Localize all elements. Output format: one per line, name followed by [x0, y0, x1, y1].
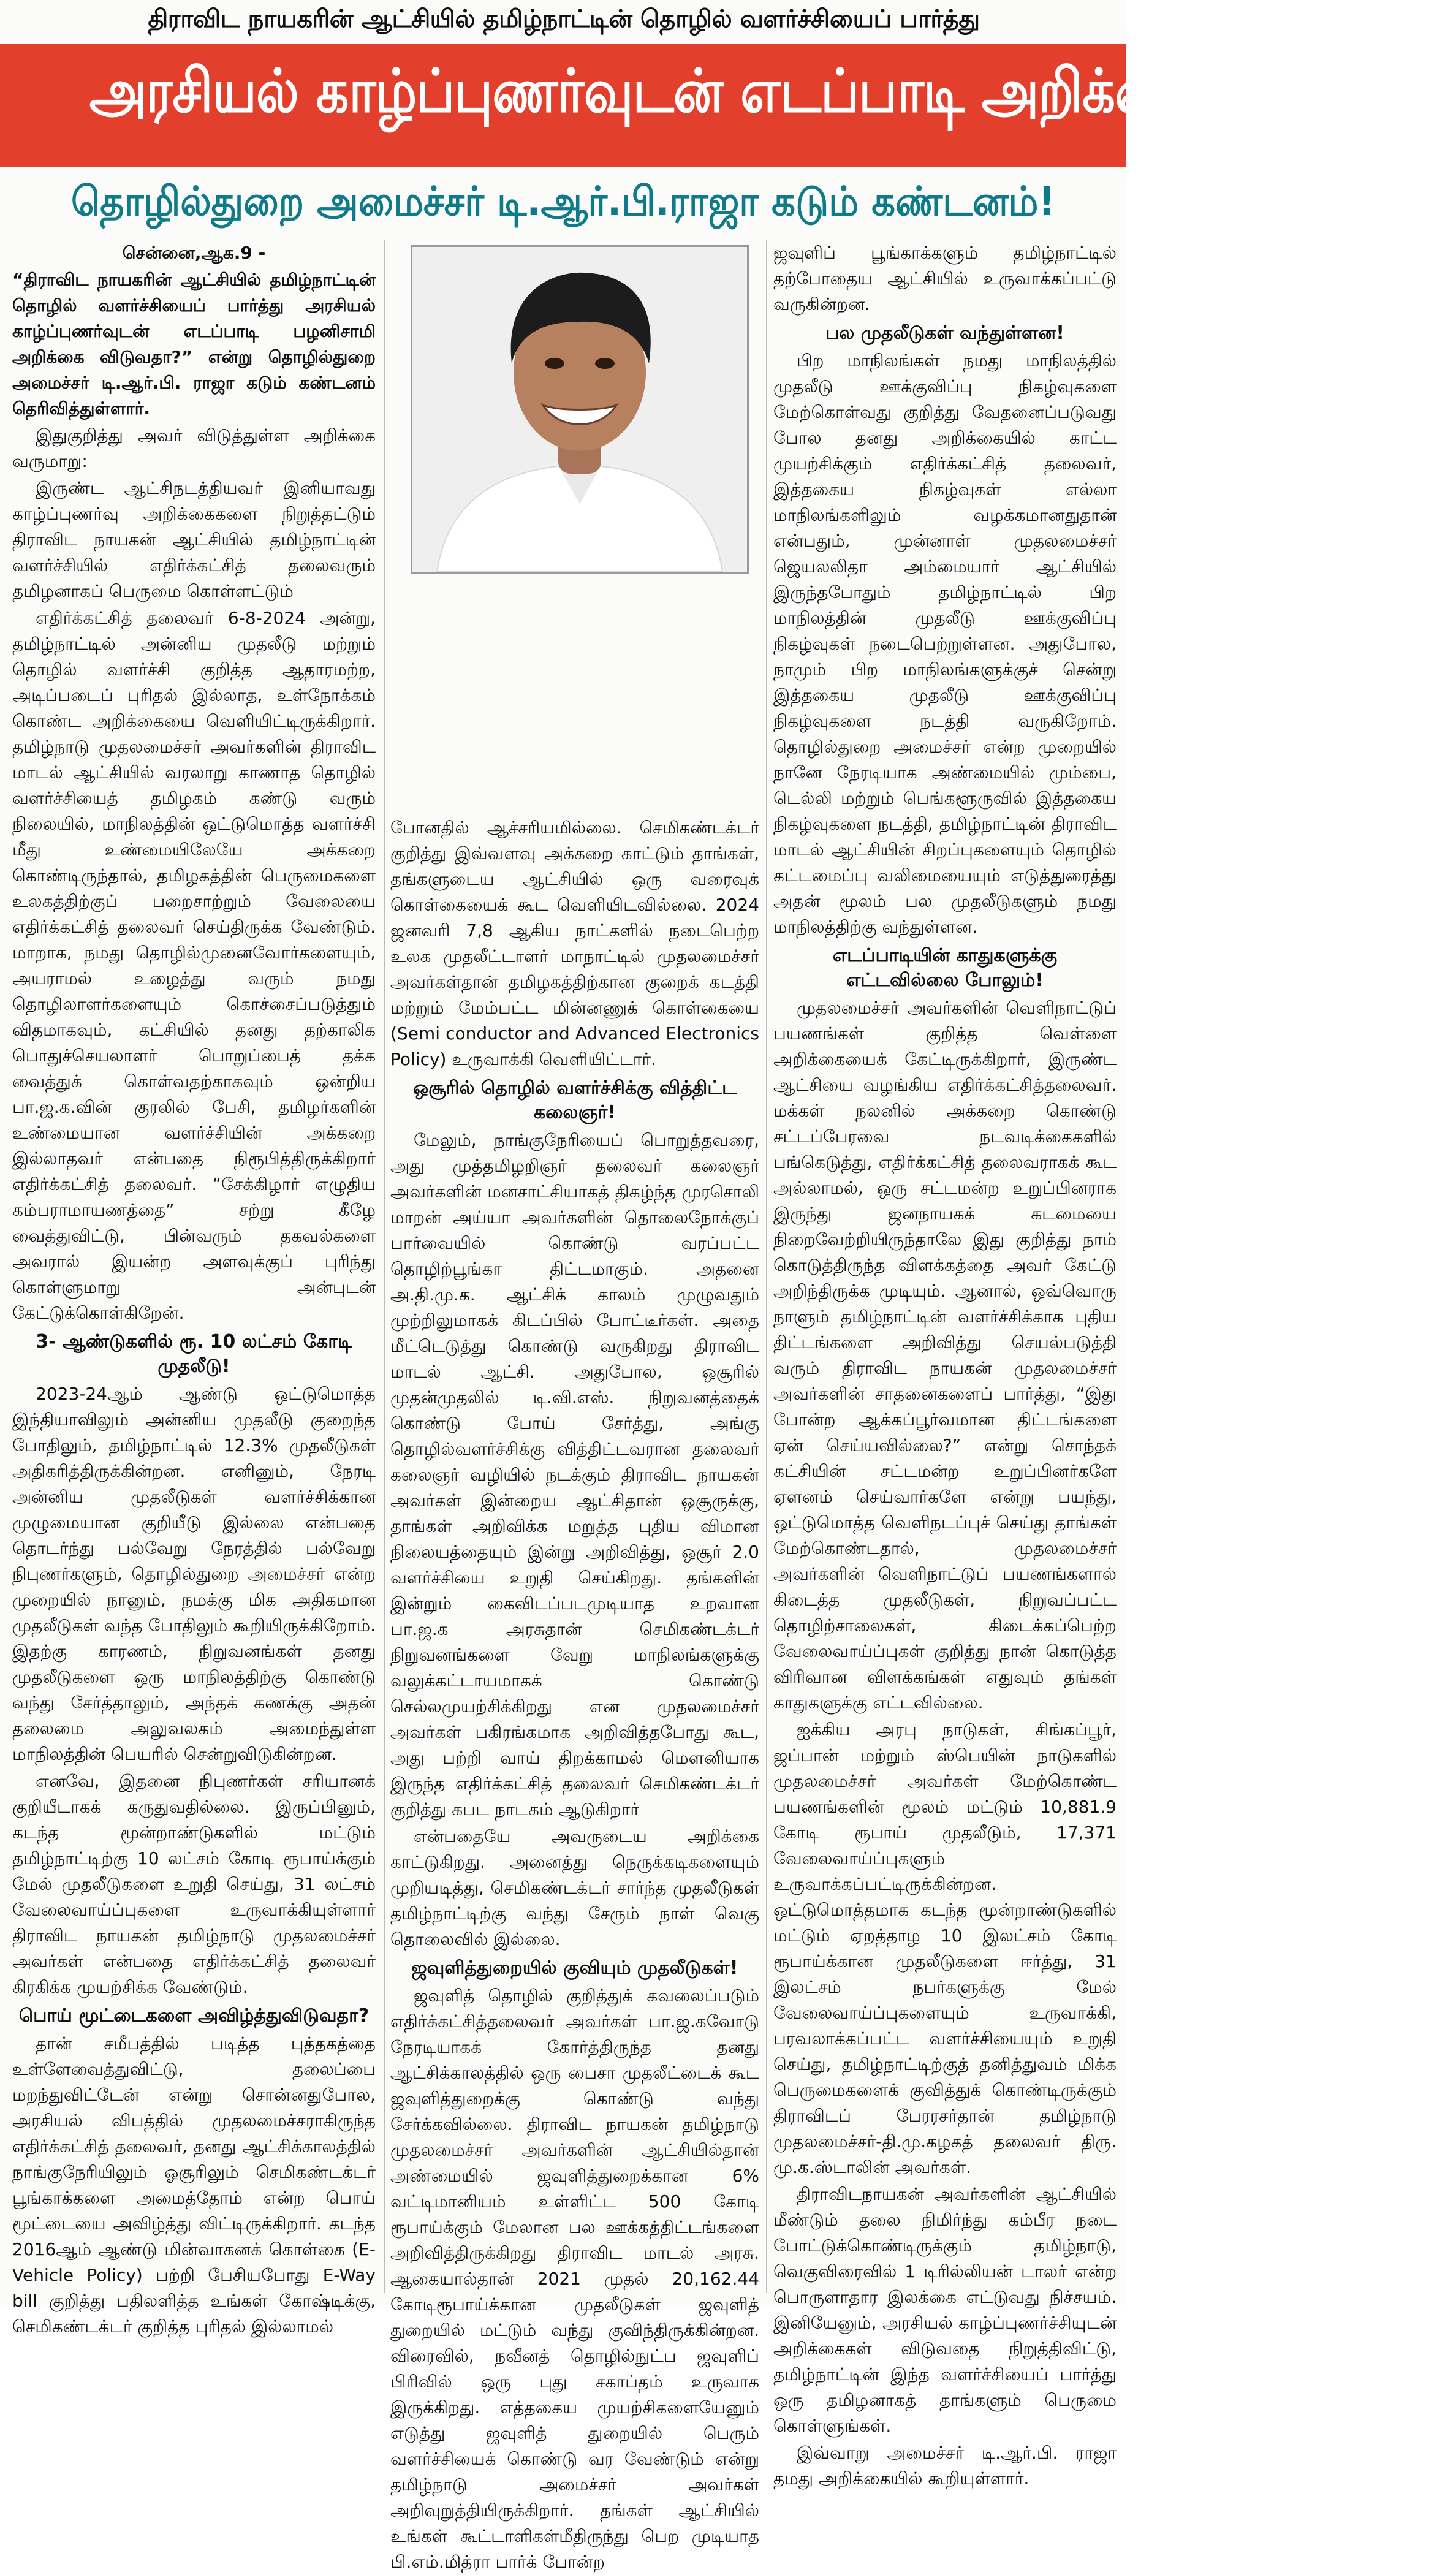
section-heading: ஜவுளித்துறையில் குவியும் முதலீடுகள்! [411, 1957, 738, 1979]
body-paragraph: முதலமைச்சர் அவர்களின் வெளிநாட்டுப் பயணங்கள் குறித்த வெள்ளை அறிக்கையைக் கேட்டிருக்கிறார், இருண்ட ஆட்சியை வழங்கிய எதிர்க்கட்சித்தலைவர். மக்கள் நலனில் அக்கறை கொண்டு சட்டப்பேரவை நடவடிக்கைகளில் பங்கெடுத்து, எதிர்க்கட்சித் தலைவராகக் கூட அல்லாமல், ஒரு சட்டமன்ற உறுப்பினராக இருந்து ஜனநாயகக் கடமையை நிறைவேற்றியிருந்தாலே இது குறித்து நாம் கொடுத்திருந்த விளக்கத்தை அவர் கேட்டு அறிந்திருக்க முடியும். ஆனால், ஒவ்வொரு நாளும் தமிழ்நாட்டின் வளர்ச்சிக்காக புதிய திட்டங்களை அறிவித்து செயல்படுத்தி வரும் திராவிட நாயகன் முதலமைச்சர் அவர்களின் சாதனைகளைப் பார்த்து, “இது போன்ற ஆக்கப்பூர்வமான திட்டங்களை ஏன் செய்யவில்லை?” என்று சொந்தக் கட்சியின் சட்டமன்ற உறுப்பினர்களே ஏளனம் செய்வார்களே என்று பயந்து, ஒட்டுமொத்த வெளிநடப்புச் செய்து தாங்கள் மேற்கொண்டதால், முதலமைச்சர் அவர்களின் வெளிநாட்டுப் பயணங்களால் கிடைத்த முதலீடுகள், நிறுவப்பட்ட தொழிற்சாலைகள், கிடைக்கப்பெற்ற வேலைவாய்ப்புகள் குறித்து நான் கொடுத்த விரிவான விளக்கங்கள் எதுவும் தங்கள் காதுகளுக்கு எட்டவில்லை. [773, 998, 1117, 1713]
article-column-2 [390, 815, 759, 2572]
dateline: சென்னை,ஆக.9 - [122, 243, 266, 263]
section-heading: பல முதலீடுகள் வந்துள்ளன! [825, 322, 1064, 344]
body-paragraph: மேலும், நாங்குநேரியைப் பொறுத்தவரை, அது முத்தமிழறிஞர் தலைவர் கலைஞர் அவர்களின் மனசாட்சியாகத் திகழ்ந்த முரசொலி மாறன் அய்யா அவர்களின் தொலைநோக்குப் பார்வையில் கொண்டு வரப்பட்ட தொழிற்பூங்கா திட்டமாகும். அதனை அ.தி.மு.க. ஆட்சிக் காலம் முழுவதும் முற்றிலுமாகக் கிடப்பில் போட்டீர்கள். அதை மீட்டெடுத்து கொண்டு வருகிறது திராவிட மாடல் ஆட்சி. அதுபோல, ஒசூரில் முதன்முதலில் டி.வி.எஸ். நிறுவனத்தைக் கொண்டு போய் சேர்த்து, அங்கு தொழில்வளர்ச்சிக்கு வித்திட்டவரான தலைவர் கலைஞர் வழியில் நடக்கும் திராவிட நாயகன் அவர்கள் இன்றைய ஆட்சிதான் ஒசூருக்கு, தாங்கள் அறிவிக்க மறுத்த புதிய விமான நிலையத்தையும் இன்று அறிவித்து, ஒசூர் 2.0 வளர்ச்சியை உறுதி செய்கிறது. தங்களின் இன்றும் கைவிடப்படமுடியாத உறவான பா.ஜ.க அரசுதான் செமிகண்டக்டர் நிறுவனங்களை வேறு மாநிலங்களுக்கு வலுக்கட்டாயமாகக் கொண்டு செல்லமுயற்சிக்கிறது என முதலமைச்சர் அவர்கள் பகிரங்கமாக அறிவித்தபோது கூட, அது பற்றி வாய் திறக்காமல் மௌனியாக இருந்த எதிர்க்கட்சித் தலைவர் செமிகண்டக்டர் குறித்து கபட நாடகம் ஆடுகிறார் [390, 1130, 759, 1819]
lead-paragraph: “திராவிட நாயகரின் ஆட்சியில் தமிழ்நாட்டின் தொழில் வளர்ச்சியைப் பார்த்து அரசியல் காழ்ப்புணர்வுடன் எடப்பாடி பழனிசாமி அறிக்கை விடுவதா?” என்று தொழில்துறை அமைச்சர் டி.ஆர்.பி. ராஜா கடும் கண்டனம் தெரிவித்துள்ளார். [12, 270, 376, 419]
body-paragraph: ஐக்கிய அரபு நாடுகள், சிங்கப்பூர், ஜப்பான் மற்றும் ஸ்பெயின் நாடுகளில் முதலமைச்சர் அவர்கள் மேற்கொண்ட பயணங்களின் மூலம் மட்டும் 10,881.9 கோடி ரூபாய் முதலீடும், 17,371 வேலைவாய்ப்புகளும் உருவாக்கப்பட்டிருக்கின்றன. ஒட்டுமொத்தமாக கடந்த மூன்றாண்டுகளில் மட்டும் ஏறத்தாழ 10 இலட்சம் கோடி ரூபாய்க்கான முதலீடுகளை ஈர்த்து, 31 இலட்சம் நபர்களுக்கு மேல் வேலைவாய்ப்புகளையும் உருவாக்கி, பரவலாக்கப்பட்ட வளர்ச்சியையும் உறுதி செய்து, தமிழ்நாட்டிற்குத் தனித்துவம் மிக்க பெருமைகளைக் குவித்துக் கொண்டிருக்கும் திராவிடப் பேரரசர்தான் தமிழ்நாடு முதலமைச்சர்-தி.மு.கழகத் தலைவர் திரு. மு.க.ஸ்டாலின் அவர்கள். [773, 1720, 1117, 2177]
body-paragraph: ஜவுளித் தொழில் குறித்துக் கவலைப்படும் எதிர்க்கட்சித்தலைவர் அவர்கள் பா.ஜ.கவோடு நேரடியாகக் கோர்த்திருந்த தனது ஆட்சிக்காலத்தில் ஒரு பைசா முதலீட்டைக் கூட ஜவுளித்துறைக்கு கொண்டு வந்து சேர்க்கவில்லை. திராவிட நாயகன் தமிழ்நாடு முதலமைச்சர் அவர்களின் ஆட்சியில்தான் அண்மையில் ஜவுளித்துறைக்கான 6% வட்டிமானியம் உள்ளிட்ட 500 கோடி ரூபாய்க்கும் மேலான பல ஊக்கத்திட்டங்களை அறிவித்திருக்கிறது திராவிட மாடல் அரசு. ஆகையால்தான் 2021 முதல் 20,162.44 கோடிரூபாய்க்கான முதலீடுகள் ஜவுளித் துறையில் மட்டும் வந்து குவிந்திருக்கின்றன. விரைவில், நவீனத் தொழில்நுட்ப ஜவுளிப் பிரிவில் ஒரு புது சகாப்தம் உருவாக இருக்கிறது. எத்தகைய முயற்சிகளையேனும் எடுத்து ஜவுளித் துறையில் பெரும் வளர்ச்சியைக் கொண்டு வர வேண்டும் என்று தமிழ்நாடு அமைச்சர் அவர்கள் அறிவுறுத்தியிருக்கிறார். தங்கள் ஆட்சியில் உங்கள் கூட்டாளிகள்மீதிருந்து பெற முடியாத பி.எம்.மித்ரா பார்க் போன்ற [390, 1985, 759, 2572]
body-paragraph: என்பதையே அவருடைய அறிக்கை காட்டுகிறது. அனைத்து நெருக்கடிகளையும் முறியடித்து, செமிகண்டக்டர் சார்ந்த முதலீடுகள் தமிழ்நாட்டிற்கு வந்து சேரும் நாள் வெகு தொலைவில் இல்லை. [390, 1826, 759, 1949]
body-paragraph: 2023-24ஆம் ஆண்டு ஒட்டுமொத்த இந்தியாவிலும் அன்னிய முதலீடு குறைந்த போதிலும், தமிழ்நாட்டில் 12.3% முதலீடுகள் அதிகரித்திருக்கின்றன. எனினும், நேரடி அன்னிய முதலீடுகள் வளர்ச்சிக்கான முழுமையான குறியீடு இல்லை என்பதை தொடர்ந்து பல்வேறு நேரத்தில் பல்வேறு நிபுணர்களும், தொழில்துறை அமைச்சர் என்ற முறையில் நானும், நமக்கு மிக அதிகமான முதலீடுகள் வந்த போதிலும் கூறியிருக்கிறோம். இதற்கு காரணம், நிறுவனங்கள் தனது முதலீடுகளை ஒரு மாநிலத்திற்கு கொண்டு வந்து சேர்த்தாலும், அந்தக் கணக்கு அதன் தலைமை அலுவலகம் அமைந்துள்ள மாநிலத்தின் பெயரில் சென்றுவிடுகின்றன. [12, 1384, 376, 1764]
section-heading: பொய் மூட்டைகளை அவிழ்த்துவிடுவதா? [18, 2005, 370, 2027]
headline: அரசியல் காழ்ப்புணர்வுடன் எடப்பாடி அறிக்கை விடுவதா? [89, 56, 1456, 126]
body-paragraph: தான் சமீபத்தில் படித்த புத்தகத்தை உள்ளேவைத்துவிட்டு, தலைப்பை மறந்துவிட்டேன் என்று சொன்னதுபோல, அரசியல் விபத்தில் முதலமைச்சராகிருந்த எதிர்க்கட்சித் தலைவர், தனது ஆட்சிக்காலத்தில் நாங்குநேரியிலும் ஓசூரிலும் செமிகண்டக்டர் பூங்காக்களை அமைத்தோம் என்ற பொய் மூட்டையை அவிழ்த்து விட்டிருக்கிறார். கடந்த 2016ஆம் ஆண்டு மின்வாகனக் கொள்கை (E-Vehicle Policy) பற்றி பேசியபோது E-Way bill குறித்து பதிலளித்த உங்கள் கோஷ்டிக்கு, செமிகண்டக்டர் குறித்த புரிதல் இல்லாமல் [12, 2033, 376, 2337]
body-paragraph: பிற மாநிலங்கள் நமது மாநிலத்தில் முதலீடு ஊக்குவிப்பு நிகழ்வுகளை மேற்கொள்வது குறித்து வேதனைப்படுவது போல தனது அறிக்கையில் காட்ட முயற்சிக்கும் எதிர்க்கட்சித் தலைவர், இத்தகைய நிகழ்வுகள் எல்லா மாநிலங்களிலும் வழக்கமானதுதான் என்பதும், முன்னாள் முதலமைச்சர் ஜெயலலிதா அம்மையார் ஆட்சியில் இருந்தபோதும் தமிழ்நாட்டில் பிற மாநிலத்தின் முதலீடு ஊக்குவிப்பு நிகழ்வுகள் நடைபெற்றுள்ளன. அதுபோல, நாமும் பிற மாநிலங்களுக்குச் சென்று இத்தகைய முதலீடு ஊக்குவிப்பு நிகழ்வுகளை நடத்தி வருகிறோம். தொழில்துறை அமைச்சர் என்ற முறையில் நானே நேரடியாக அண்மையில் மும்பை, டெல்லி மற்றும் பெங்களூருவில் இத்தகைய நிகழ்வுகளை நடத்தி, தமிழ்நாட்டின் திராவிட மாடல் ஆட்சியின் சிறப்புகளையும் தொழில் கட்டமைப்பு வலிமையையும் எடுத்துரைத்து அதன் மூலம் பல முதலீடுகளும் நமது மாநிலத்திற்கு வந்துள்ளன. [773, 351, 1117, 937]
section-heading: ஒசூரில் தொழில் வளர்ச்சிக்கு வித்திட்ட கலைஞர்! [413, 1077, 737, 1123]
body-paragraph: ஜவுளிப் பூங்காக்களும் தமிழ்நாட்டில் தற்போதைய ஆட்சியில் உருவாக்கப்பட்டு வருகின்றன. [773, 243, 1117, 314]
body-paragraph: போனதில் ஆச்சரியமில்லை. செமிகண்டக்டர் குறித்து இவ்வளவு அக்கறை காட்டும் தாங்கள், தங்களுடைய ஆட்சியில் ஒரு வரைவுக் கொள்கையைக் கூட வெளியிடவில்லை. 2024 ஜனவரி 7,8 ஆகிய நாட்களில் நடைபெற்ற உலக முதலீட்டாளர் மாநாட்டில் முதலமைச்சர் அவர்கள்தான் தமிழகத்திற்கான குறைக் கடத்தி மற்றும் மேம்பட்ட மின்னணுக் கொள்கையை (Semi conductor and Advanced Electronics Policy) உருவாக்கி வெளியிட்டார். [390, 817, 759, 1069]
body-paragraph: திராவிடநாயகன் அவர்களின் ஆட்சியில் மீண்டும் தலை நிமிர்ந்து கம்பீர நடை போட்டுக்கொண்டிருக்கும் தமிழ்நாடு, வெகுவிரைவில் 1 டிரில்லியன் டாலர் என்ற பொருளாதார இலக்கை எட்டுவது நிச்சயம். இனியேனும், அரசியல் காழ்ப்புணர்ச்சியுடன் அறிக்கைகள் விடுவதை நிறுத்திவிட்டு, தமிழ்நாட்டின் இந்த வளர்ச்சியைப் பார்த்து ஒரு தமிழனாகத் தாங்களும் பெருமை கொள்ளுங்கள். [773, 2184, 1117, 2436]
portrait-photo-icon [412, 247, 747, 572]
column-divider [384, 240, 385, 2293]
body-paragraph: எனவே, இதனை நிபுணர்கள் சரியானக் குறியீடாகக் கருதுவதில்லை. இருப்பினும், கடந்த மூன்றாண்டுகளில் மட்டும் தமிழ்நாட்டிற்கு 10 லட்சம் கோடி ரூபாய்க்கும் மேல் முதலீடுகளை உறுதி செய்து, 31 லட்சம் வேலைவாய்ப்புகளை உருவாக்கியுள்ளார் திராவிட நாயகன் தமிழ்நாடு முதலமைச்சர் அவர்கள் என்பதை எதிர்க்கட்சித் தலைவர் கிரகிக்க முயற்சிக்க வேண்டும். [12, 1771, 376, 1997]
article-column-3 [773, 240, 1117, 2489]
section-heading: 3- ஆண்டுகளில் ரூ. 10 லட்சம் கோடி முதலீடு! [36, 1331, 352, 1377]
body-paragraph: எதிர்க்கட்சித் தலைவர் 6-8-2024 அன்று, தமிழ்நாட்டில் அன்னிய முதலீடு மற்றும் தொழில் வளர்ச்சி குறித்த ஆதாரமற்ற, அடிப்படைப் புரிதல் இல்லாத, உள்நோக்கம் கொண்ட அறிக்கையை வெளியிட்டிருக்கிறார். தமிழ்நாடு முதலமைச்சர் அவர்களின் திராவிட மாடல் ஆட்சியில் வரலாறு காணாத தொழில் வளர்ச்சியைத் தமிழகம் கண்டு வரும் நிலையில், மாநிலத்தின் ஒட்டுமொத்த வளர்ச்சி மீது உண்மையிலேயே அக்கறை கொண்டிருந்தால், தமிழகத்தின் பெருமைகளை உலகத்திற்குப் பறைசாற்றும் வேலையை எதிர்க்கட்சித் தலைவர் செய்திருக்க வேண்டும். மாறாக, நமது தொழில்முனைவோர்களையும், அயராமல் உழைத்து வரும் நமது தொழிலாளர்களையும் கொச்சைப்படுத்தும் விதமாகவும், கட்சியில் தனது தற்காலிக பொதுச்செயலாளர் பொறுப்பைத் தக்க வைத்துக் கொள்வதற்காகவும் ஒன்றிய பா.ஜ.க.வின் குரலில் பேசி, தமிழர்களின் உண்மையான வளர்ச்சியின் அக்கறை இல்லாதவர் என்பதை நிரூபித்திருக்கிறார் எதிர்க்கட்சித் தலைவர். “சேக்கிழார் எழுதிய கம்பராமாயணத்தை” சற்று கீழே வைத்துவிட்டு, பின்வரும் தகவல்களை அவரால் இயன்ற அளவுக்குப் புரிந்து கொள்ளுமாறு அன்புடன் கேட்டுக்கொள்கிறேன். [12, 608, 376, 1323]
body-paragraph: இதுகுறித்து அவர் விடுத்துள்ள அறிக்கை வருமாறு: [12, 425, 376, 471]
column-divider [766, 240, 767, 2293]
body-paragraph: இவ்வாறு அமைச்சர் டி.ஆர்.பி. ராஜா தமது அறிக்கையில் கூறியுள்ளார். [773, 2443, 1117, 2489]
kicker-line: திராவிட நாயகரின் ஆட்சியில் தமிழ்நாட்டின் தொழில் வளர்ச்சியைப் பார்த்து [148, 5, 980, 33]
article-column-1 [12, 240, 376, 2337]
portrait-photo [411, 245, 749, 574]
subheadline: தொழில்துறை அமைச்சர் டி.ஆர்.பி.ராஜா கடும் கண்டனம்! [70, 178, 1056, 225]
body-paragraph: இருண்ட ஆட்சிநடத்தியவர் இனியாவது காழ்ப்புணர்வு அறிக்கைகளை நிறுத்தட்டும் திராவிட நாயகன் ஆட்சியில் தமிழ்நாட்டின் வளர்ச்சியில் எதிர்க்கட்சித் தலைவரும் தமிழனாகப் பெருமை கொள்ளட்டும் [12, 478, 376, 601]
section-heading: எடப்பாடியின் காதுகளுக்கு எட்டவில்லை போலும்! [832, 945, 1058, 991]
